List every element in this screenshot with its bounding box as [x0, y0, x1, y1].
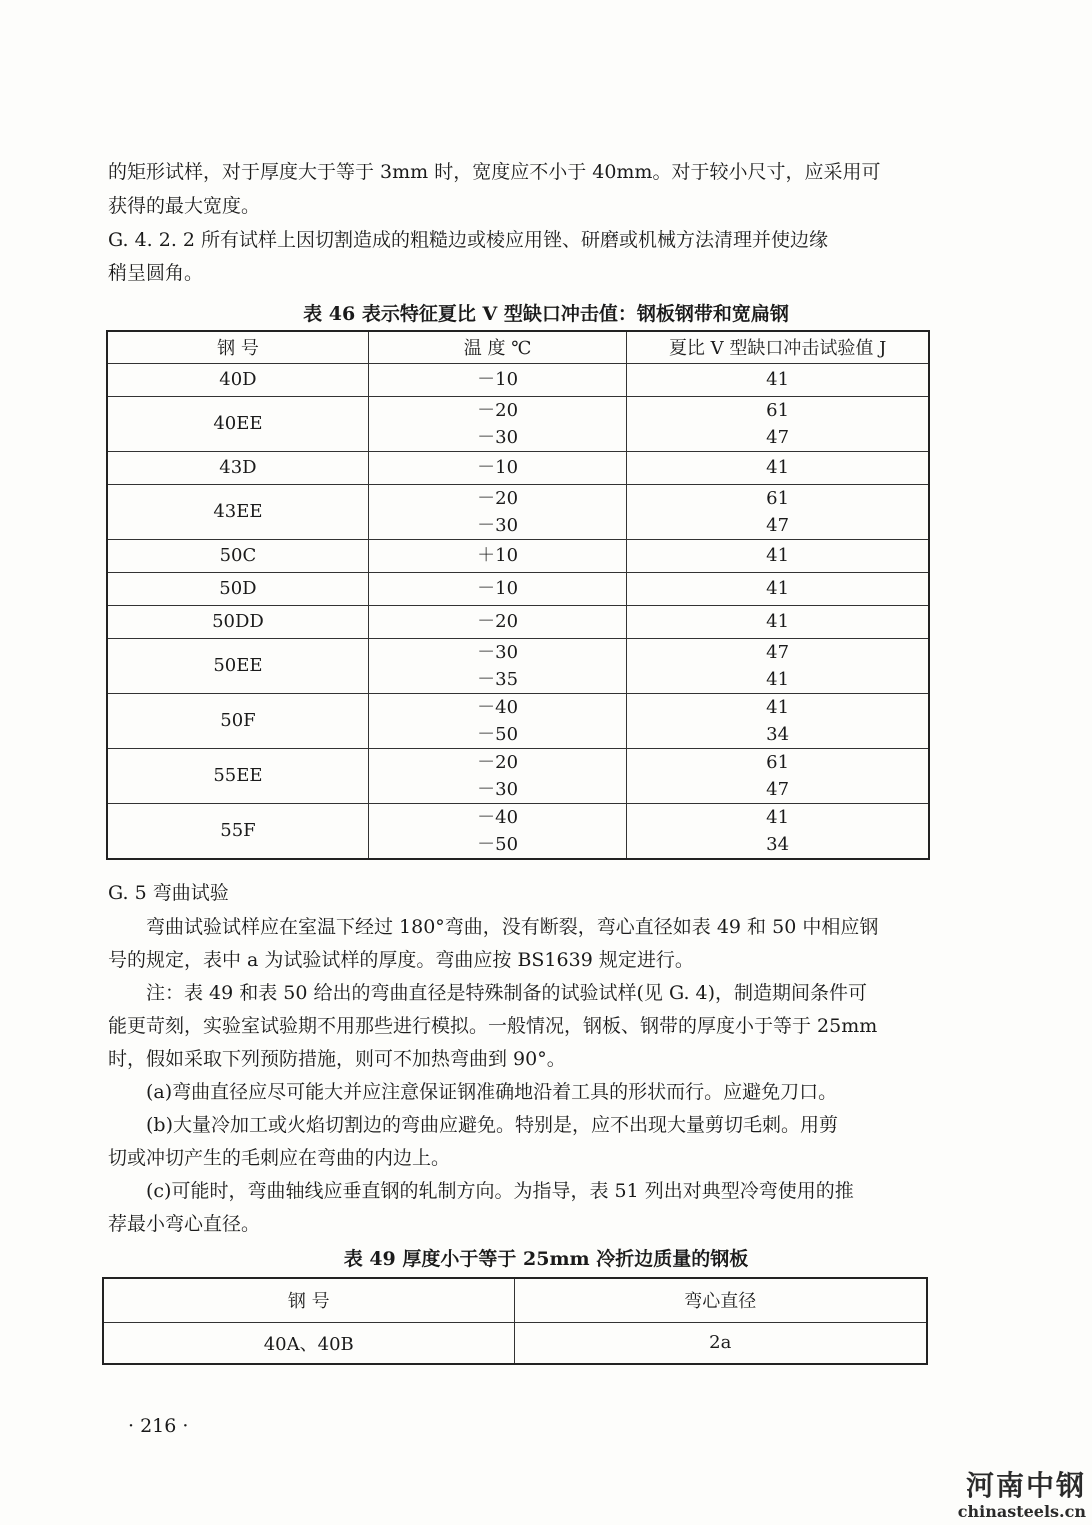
table-row	[107, 638, 929, 693]
temperature-value: －50	[477, 833, 519, 855]
cell-impact-value	[627, 605, 929, 638]
cell-grade: 50EE	[107, 638, 368, 693]
impact-value: 61	[766, 487, 790, 509]
site-watermark	[958, 1470, 1086, 1522]
cell-temperature	[368, 539, 626, 572]
watermark-line1: 河南中钢	[965, 1469, 1086, 1502]
table-row	[107, 484, 929, 539]
table49-header-row	[103, 1278, 927, 1322]
table-row	[107, 693, 929, 748]
list-item-b-cont: 切或冲切产生的毛刺应在弯曲的内边上。	[108, 1147, 451, 1169]
impact-value: 34	[766, 833, 790, 855]
cell-grade: 50C	[107, 539, 368, 572]
temperature-value: －30	[477, 514, 519, 536]
table-row	[107, 363, 929, 396]
watermark-line2: chinasteels.cn	[957, 1502, 1086, 1521]
cell-grade: 50D	[107, 572, 368, 605]
temperature-value: －10	[477, 578, 519, 599]
cell-grade: 50DD	[107, 605, 368, 638]
clause-g4-2-2: G. 4. 2. 2 所有试样上因切割造成的粗糙边或棱应用锉、研磨或机械方法清理并使边缘	[108, 229, 829, 251]
cell-temperature	[368, 396, 626, 451]
table-row	[107, 539, 929, 572]
cell-impact-value	[627, 484, 929, 539]
temperature-value: －10	[477, 457, 519, 478]
temperature-value: －50	[477, 723, 519, 745]
impact-value: 41	[766, 578, 790, 599]
impact-value: 34	[766, 723, 790, 745]
cell-temperature	[368, 638, 626, 693]
temperature-value: －40	[477, 806, 519, 828]
cell-grade: 43EE	[107, 484, 368, 539]
table-row	[107, 572, 929, 605]
list-item-c-cont: 荐最小弯心直径。	[108, 1213, 261, 1235]
paragraph-line: 弯曲试验试样应在室温下经过 180°弯曲，没有断裂，弯心直径如表 49 和 50 中相应钢	[146, 916, 879, 938]
paragraph-line: 稍呈圆角。	[108, 262, 204, 284]
table46-caption: 表 46 表示特征夏比 V 型缺口冲击值：钢板钢带和宽扁钢	[303, 303, 789, 325]
paragraph-line: 号的规定，表中 a 为试验试样的厚度。弯曲应按 BS1639 规定进行。	[108, 949, 694, 971]
header-temperature: 温 度 ℃	[368, 331, 626, 363]
impact-value: 47	[766, 514, 790, 536]
list-item-a: (a)弯曲直径应尽可能大并应注意保证钢准确地沿着工具的形状而行。应避免刀口。	[146, 1081, 838, 1103]
table49	[102, 1277, 928, 1365]
cell-impact-value	[627, 396, 929, 451]
cell-impact-value	[627, 803, 929, 859]
table49-caption: 表 49 厚度小于等于 25mm 冷折边质量的钢板	[343, 1248, 749, 1270]
note-line: 时，假如采取下列预防措施，则可不加热弯曲到 90°。	[108, 1048, 566, 1070]
impact-value: 41	[766, 696, 790, 718]
table46	[106, 330, 930, 860]
cell-grade: 40EE	[107, 396, 368, 451]
impact-value: 41	[766, 457, 790, 478]
page-number: · 216 ·	[128, 1415, 189, 1437]
cell-temperature	[368, 693, 626, 748]
cell-impact-value	[627, 572, 929, 605]
cell-diameter: 2a	[514, 1322, 927, 1364]
impact-value: 41	[766, 611, 790, 632]
note-line: 能更苛刻，实验室试验期不用那些进行模拟。一般情况，钢板、钢带的厚度小于等于 25mm	[108, 1015, 878, 1037]
table-row	[107, 605, 929, 638]
impact-value: 47	[766, 641, 790, 663]
cell-temperature	[368, 803, 626, 859]
temperature-value: －20	[477, 399, 519, 421]
table-row	[107, 396, 929, 451]
impact-value: 47	[766, 426, 790, 448]
temperature-value: －35	[477, 668, 519, 690]
impact-value: 41	[766, 806, 790, 828]
note-line: 注：表 49 和表 50 给出的弯曲直径是特殊制备的试验试样(见 G. 4)，制造期间条件可	[146, 982, 868, 1004]
cell-grade: 40A、40B	[103, 1322, 514, 1364]
temperature-value: －40	[477, 696, 519, 718]
header-bend-diameter: 弯心直径	[514, 1278, 927, 1322]
list-item-b: (b)大量冷加工或火焰切割边的弯曲应避免。特别是，应不出现大量剪切毛刺。用剪	[146, 1114, 838, 1136]
table46-header-row	[107, 331, 929, 363]
impact-value: 41	[766, 668, 790, 690]
temperature-value: ＋10	[477, 545, 519, 566]
header-grade: 钢 号	[103, 1278, 514, 1322]
paragraph-line: 的矩形试样，对于厚度大于等于 3mm 时，宽度应不小于 40mm。对于较小尺寸，应采用可	[108, 161, 881, 183]
table-row	[107, 451, 929, 484]
temperature-value: －20	[477, 611, 519, 632]
paragraph-line: 获得的最大宽度。	[108, 195, 261, 217]
list-item-c: (c)可能时，弯曲轴线应垂直钢的轧制方向。为指导，表 51 列出对典型冷弯使用的推	[146, 1180, 854, 1202]
cell-grade: 43D	[107, 451, 368, 484]
cell-impact-value	[627, 539, 929, 572]
cell-impact-value	[627, 638, 929, 693]
cell-grade: 55F	[107, 803, 368, 859]
header-grade: 钢 号	[107, 331, 368, 363]
table-row	[107, 803, 929, 859]
section-g5-heading: G. 5 弯曲试验	[108, 882, 229, 904]
impact-value: 61	[766, 751, 790, 773]
cell-impact-value	[627, 693, 929, 748]
cell-temperature	[368, 748, 626, 803]
temperature-value: －30	[477, 426, 519, 448]
temperature-value: －10	[477, 369, 519, 390]
table-row	[103, 1322, 927, 1364]
temperature-value: －30	[477, 641, 519, 663]
cell-temperature	[368, 572, 626, 605]
impact-value: 41	[766, 545, 790, 566]
impact-value: 61	[766, 399, 790, 421]
table-row	[107, 748, 929, 803]
cell-temperature	[368, 451, 626, 484]
impact-value: 41	[766, 369, 790, 390]
cell-grade: 50F	[107, 693, 368, 748]
cell-impact-value	[627, 748, 929, 803]
temperature-value: －30	[477, 778, 519, 800]
cell-temperature	[368, 605, 626, 638]
cell-impact-value	[627, 363, 929, 396]
cell-temperature	[368, 484, 626, 539]
cell-grade: 55EE	[107, 748, 368, 803]
temperature-value: －20	[477, 751, 519, 773]
cell-impact-value	[627, 451, 929, 484]
cell-temperature	[368, 363, 626, 396]
cell-grade: 40D	[107, 363, 368, 396]
header-impact-value: 夏比 V 型缺口冲击试验值 J	[627, 331, 929, 363]
temperature-value: －20	[477, 487, 519, 509]
impact-value: 47	[766, 778, 790, 800]
